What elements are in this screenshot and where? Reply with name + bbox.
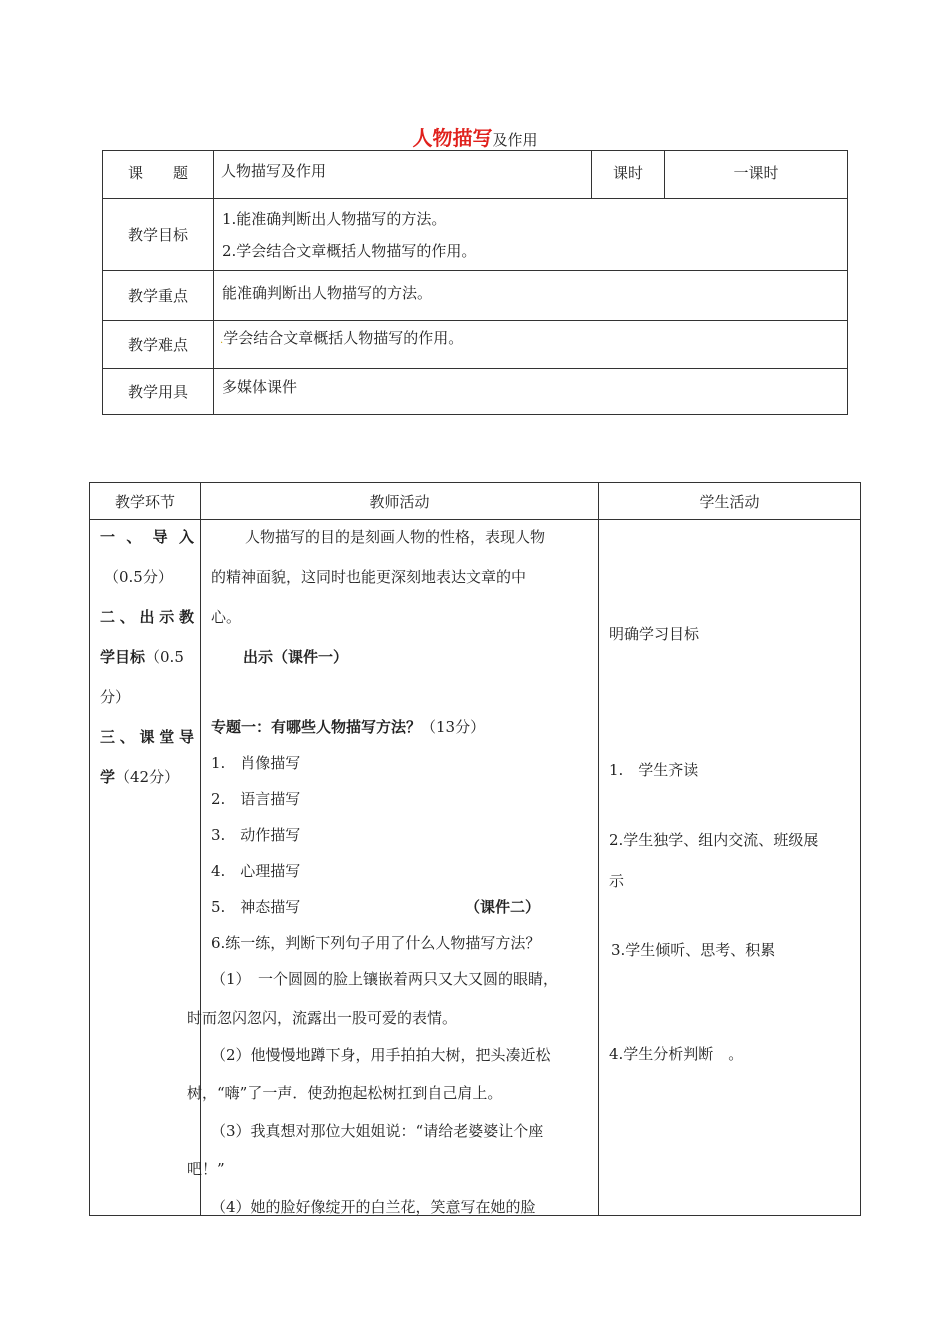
lesson-info-table [102, 150, 848, 415]
value-difficulty: 学会结合文章概括人物描写的作用。 [223, 329, 464, 347]
method-item: 5. 神态描写 [211, 898, 301, 916]
teacher-intro: 心。 [211, 608, 242, 626]
goals-cell [214, 199, 848, 271]
practice-prompt: 6.练一练，判断下列句子用了什么人物描写方法？ [211, 934, 541, 952]
teacher-cell [187, 520, 599, 1216]
topic-title: 专题一：有哪些人物描写方法？ [211, 718, 422, 736]
stage-cell [90, 520, 201, 1216]
stage-guide-time: （42分） [115, 768, 180, 786]
header-student: 学生活动 [599, 483, 861, 520]
lesson-plan-table [89, 482, 861, 1216]
label-topic: 课 题 [103, 151, 214, 199]
student-activity: 3.学生倾听、思考、积累 [611, 941, 776, 959]
question-1: （1） 一个圆圆的脸上镶嵌着两只又大又圆的眼睛， [211, 970, 559, 988]
courseware-one: 出示（课件一） [243, 648, 349, 666]
title-highlight: 人物描写 [412, 126, 493, 150]
question-4: （4）她的脸好像绽开的白兰花，笑意写在她的脸 [211, 1198, 536, 1216]
value-focus: 能准确判断出人物描写的方法。 [214, 271, 848, 321]
label-difficulty: 教学难点 [103, 321, 214, 369]
student-activity-cont: 示 [609, 872, 625, 890]
student-cell [599, 520, 861, 1216]
method-item: 1. 肖像描写 [211, 754, 301, 772]
student-activity: 明确学习目标 [609, 625, 700, 643]
student-activity: 4.学生分析判断 。 [609, 1045, 744, 1063]
question-2-cont: 树，“嗨”了一声．使劲抱起松树扛到自己肩上。 [187, 1084, 503, 1102]
label-goals: 教学目标 [103, 199, 214, 271]
method-item: 3. 动作描写 [211, 826, 301, 844]
value-period: 一课时 [665, 151, 848, 199]
question-3-cont: 吧！” [187, 1160, 225, 1178]
teacher-intro: 人物描写的目的是刻画人物的性格，表现人物 [245, 528, 546, 546]
label-tools: 教学用具 [103, 369, 214, 415]
stage-intro: 一 、 导 入 [100, 528, 194, 546]
topic-heading [211, 716, 485, 737]
label-period: 课时 [592, 151, 665, 199]
title-rest: 及作用 [492, 131, 538, 149]
stage-goals: 二、出示教 [100, 608, 194, 626]
goal-item: 2.学会结合文章概括人物描写的作用。 [222, 242, 477, 260]
stage-goals-time: （0.5 [145, 648, 184, 666]
stage-guide-line2 [100, 766, 179, 787]
topic-time: （13分） [421, 718, 486, 736]
stage-guide: 三、课堂导 [100, 728, 194, 746]
stage-goals-label: 学目标 [100, 648, 146, 666]
difficulty-cell [214, 321, 848, 369]
method-item: 4. 心理描写 [211, 862, 301, 880]
student-activity: 1. 学生齐读 [609, 761, 699, 779]
question-3: （3）我真想对那位大姐姐说：“请给老婆婆让个座 [211, 1122, 544, 1140]
label-focus: 教学重点 [103, 271, 214, 321]
page-title [0, 126, 950, 152]
goal-item: 1.能准确判断出人物描写的方法。 [222, 210, 447, 228]
courseware-two: （课件二） [465, 898, 541, 916]
stage-guide-label: 学 [100, 768, 116, 786]
bullet-mark: . [220, 335, 224, 346]
question-1-cont: 时而忽闪忽闪，流露出一股可爱的表情。 [187, 1009, 458, 1027]
teacher-intro: 的精神面貌，这同时也能更深刻地表达文章的中 [211, 568, 527, 586]
stage-goals-time-end: 分） [100, 688, 131, 706]
header-stage: 教学环节 [90, 483, 201, 520]
value-topic: 人物描写及作用 [214, 151, 592, 199]
question-2: （2）他慢慢地蹲下身，用手拍拍大树，把头凑近松 [211, 1046, 551, 1064]
stage-goals-line2 [100, 646, 184, 667]
header-teacher: 教师活动 [201, 483, 599, 520]
method-item: 2. 语言描写 [211, 790, 301, 808]
value-tools: 多媒体课件 [214, 369, 848, 415]
student-activity: 2.学生独学、组内交流、班级展 [609, 831, 819, 849]
stage-intro-time: （0.5分） [104, 568, 173, 586]
